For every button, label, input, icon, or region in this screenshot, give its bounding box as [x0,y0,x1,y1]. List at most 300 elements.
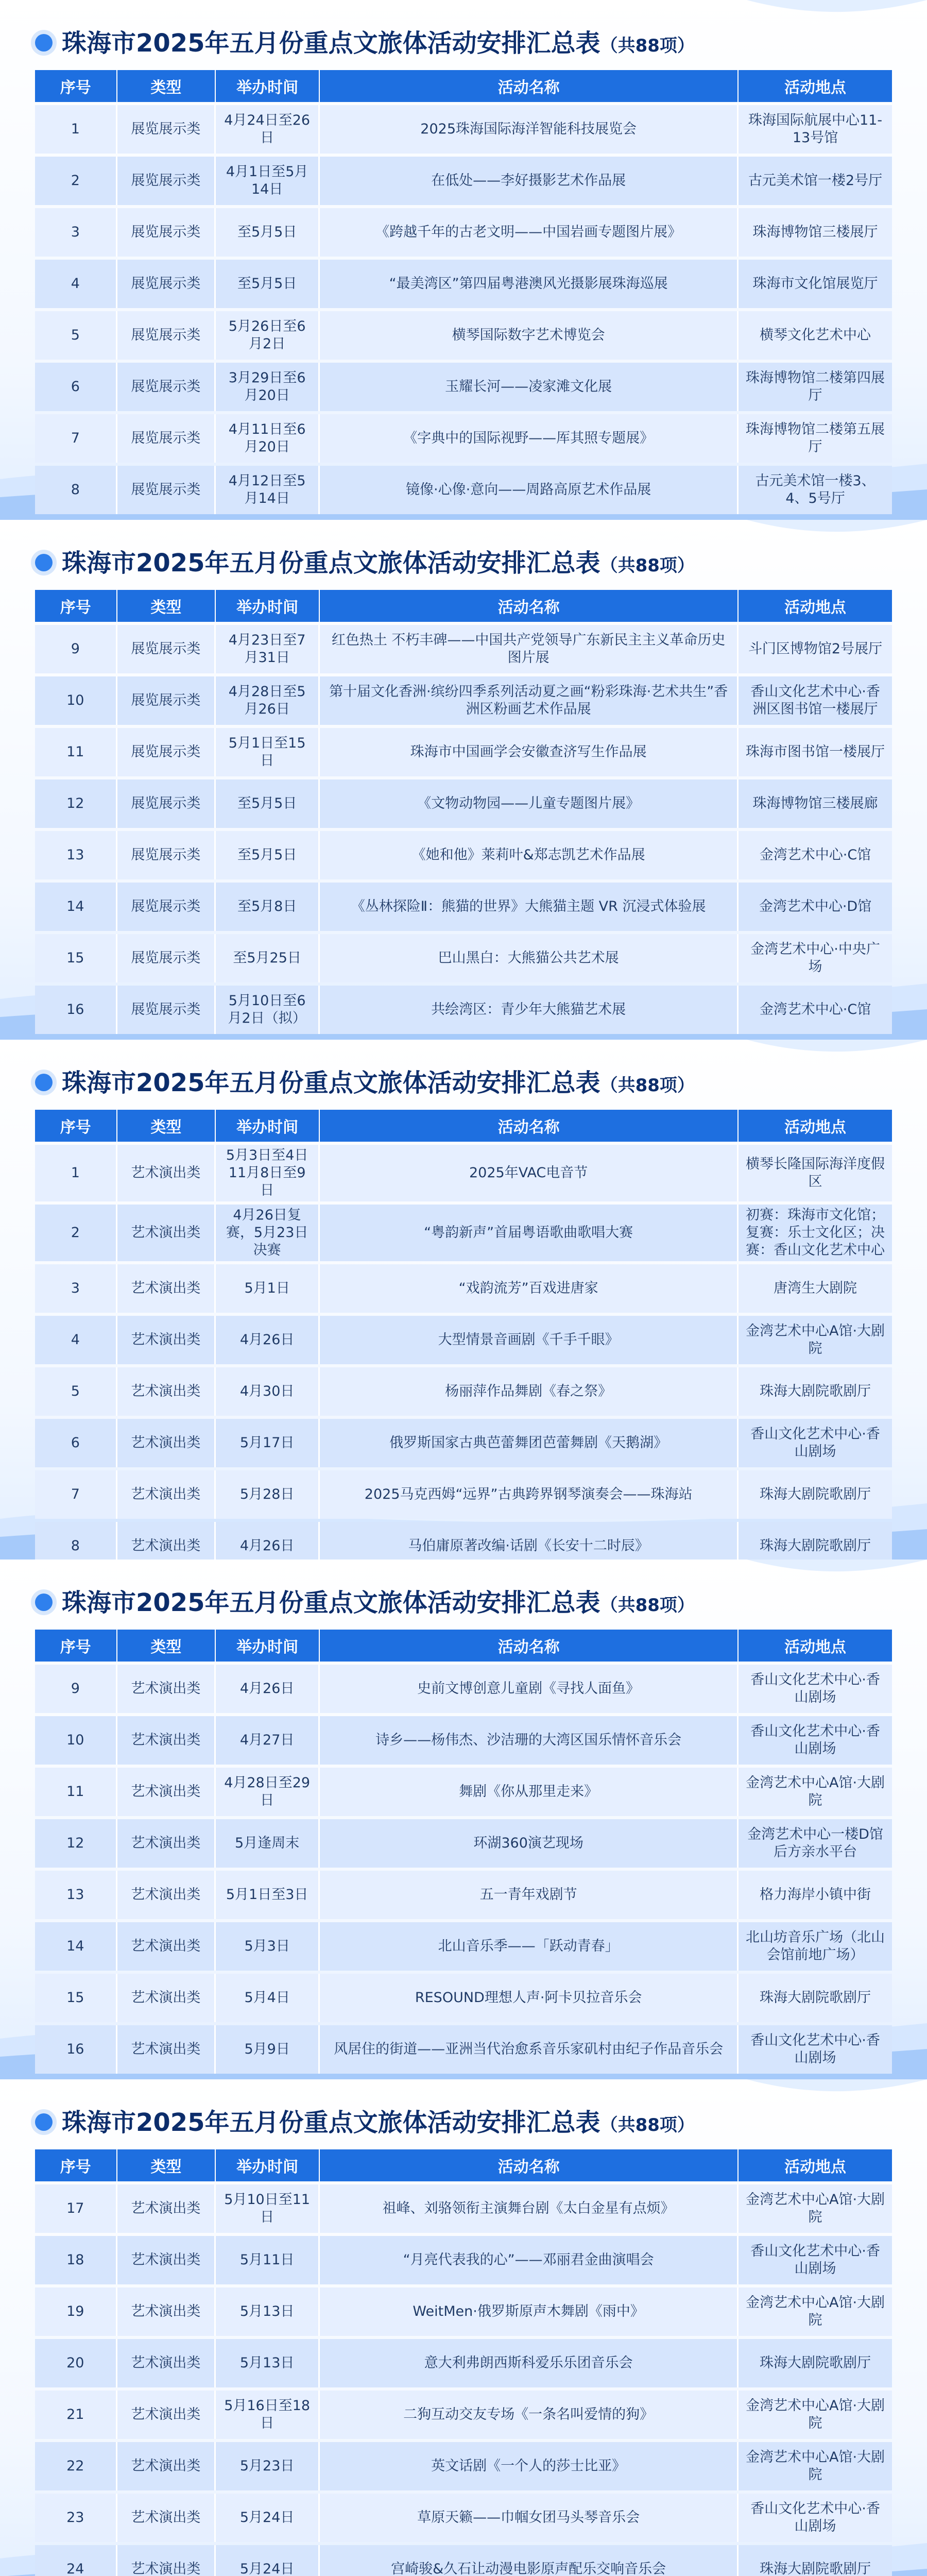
cell-time: 5月10日至11日 [216,2184,320,2233]
cell-type: 艺术演出类 [117,2339,216,2387]
schedule-table [35,1107,892,1560]
cell-name: 五一青年戏剧节 [320,1871,739,1919]
cell-time: 4月23日至7月31日 [216,625,320,673]
cell-time: 5月23日 [216,2442,320,2490]
cell-type: 展览展示类 [117,105,216,154]
table-header-row [35,1110,892,1142]
cell-no: 5 [35,311,117,360]
table-row [35,883,892,931]
cell-time: 4月28日至29日 [216,1768,320,1816]
cell-no: 7 [35,1470,117,1519]
cell-no: 20 [35,2339,117,2387]
cell-type: 展览展示类 [117,728,216,776]
cell-type: 艺术演出类 [117,1665,216,1713]
cell-type: 艺术演出类 [117,1716,216,1765]
table-row [35,260,892,308]
cell-name: 祖峰、刘骆领衔主演舞台剧《太白金星有点烦》 [320,2184,739,2233]
table-row [35,1922,892,1971]
cell-name: 意大利弗朗西斯科爱乐乐团音乐会 [320,2339,739,2387]
header-type: 类型 [117,2149,216,2181]
header-type: 类型 [117,590,216,622]
cell-time: 4月27日 [216,1716,320,1765]
cell-time: 5月16日至18日 [216,2391,320,2439]
table-row [35,2236,892,2284]
cell-time: 4月28日至5月26日 [216,676,320,725]
table-header-row [35,590,892,622]
cell-type: 展览展示类 [117,779,216,828]
header-venue: 活动地点 [739,2149,892,2181]
cell-type: 艺术演出类 [117,1264,216,1313]
header-type: 类型 [117,1630,216,1662]
cell-venue: 金湾艺术中心·D馆 [739,883,892,931]
cell-type: 展览展示类 [117,466,216,514]
cell-name: 马伯庸原著改编·话剧《长安十二时辰》 [320,1522,739,1560]
cell-type: 艺术演出类 [117,2287,216,2336]
cell-name: 《她和他》莱莉叶&郑志凯艺术作品展 [320,831,739,879]
cell-type: 艺术演出类 [117,2236,216,2284]
cell-venue: 香山文化艺术中心·香山剧场 [739,1665,892,1713]
table-row [35,625,892,673]
schedule-table [35,67,892,517]
schedule-section [0,2079,927,2576]
cell-name: 横琴国际数字艺术博览会 [320,311,739,360]
cell-time: 4月30日 [216,1367,320,1416]
cell-no: 1 [35,1145,117,1201]
cell-name: 二狗互动交友专场《一条名叫爱情的狗》 [320,2391,739,2439]
cell-name: 2025马克西姆“远界”古典跨界钢琴演奏会——珠海站 [320,1470,739,1519]
table-row [35,2339,892,2387]
table-row [35,1470,892,1519]
cell-time: 5月9日 [216,2025,320,2074]
cell-time: 5月1日至15日 [216,728,320,776]
cell-name: 宫崎骏&久石让动漫电影原声配乐交响音乐会 [320,2545,739,2576]
cell-type: 艺术演出类 [117,1522,216,1560]
header-venue: 活动地点 [739,1110,892,1142]
table-row [35,779,892,828]
cell-time: 4月12日至5月14日 [216,466,320,514]
table-row [35,2442,892,2490]
cell-venue: 唐湾生大剧院 [739,1264,892,1313]
schedule-section [0,0,927,520]
page-title-count: （共88项） [600,36,695,56]
cell-time: 5月3日至4日 11月8日至9日 [216,1145,320,1201]
table-row [35,831,892,879]
header-time: 举办时间 [216,590,320,622]
table-row [35,1871,892,1919]
cell-no: 3 [35,1264,117,1313]
table-row [35,2391,892,2439]
cell-venue: 珠海博物馆三楼展廊 [739,779,892,828]
cell-venue: 金湾艺术中心·C馆 [739,986,892,1034]
cell-name: 第十届文化香洲·缤纷四季系列活动夏之画“粉彩珠海·艺术共生”香洲区粉画艺术作品展 [320,676,739,725]
table-row [35,466,892,514]
header-name: 活动名称 [320,1110,739,1142]
cell-no: 13 [35,1871,117,1919]
cell-venue: 金湾艺术中心一楼D馆后方亲水平台 [739,1819,892,1868]
cell-no: 5 [35,1367,117,1416]
cell-name: 英文话剧《一个人的莎士比亚》 [320,2442,739,2490]
table-header-row [35,1630,892,1662]
cell-type: 展览展示类 [117,883,216,931]
cell-type: 艺术演出类 [117,1974,216,2022]
table-row [35,1768,892,1816]
cell-type: 艺术演出类 [117,1922,216,1971]
table-row [35,2184,892,2233]
cell-type: 艺术演出类 [117,1367,216,1416]
cell-venue: 金湾艺术中心A馆·大剧院 [739,1768,892,1816]
cell-name: 玉耀长河——凌家滩文化展 [320,363,739,411]
cell-name: 《丛林探险Ⅱ：熊猫的世界》大熊猫主题 VR 沉浸式体验展 [320,883,739,931]
cell-no: 15 [35,1974,117,2022]
cell-venue: 金湾艺术中心A馆·大剧院 [739,2442,892,2490]
cell-no: 8 [35,1522,117,1560]
cell-no: 3 [35,208,117,257]
table-row [35,2287,892,2336]
page-title-main: 珠海市2025年五月份重点文旅体活动安排汇总表 [62,2108,600,2137]
cell-no: 22 [35,2442,117,2490]
schedule-table [35,1626,892,2077]
cell-no: 9 [35,625,117,673]
page-title [62,28,695,61]
cell-no: 17 [35,2184,117,2233]
cell-time: 4月26日复赛，5月23日决赛 [216,1205,320,1261]
cell-no: 23 [35,2494,117,2542]
table-row [35,1367,892,1416]
cell-no: 15 [35,934,117,982]
page-title [62,548,695,581]
cell-venue: 格力海岸小镇中街 [739,1871,892,1919]
cell-type: 展览展示类 [117,311,216,360]
cell-time: 3月29日至6月20日 [216,363,320,411]
cell-time: 5月26日至6月2日 [216,311,320,360]
cell-time: 5月17日 [216,1419,320,1467]
cell-venue: 金湾艺术中心A馆·大剧院 [739,1316,892,1364]
table-row [35,1316,892,1364]
cell-name: 红色热土 不朽丰碑——中国共产党领导广东新民主主义革命历史图片展 [320,625,739,673]
cell-venue: 香山文化艺术中心·香洲区图书馆一楼展厅 [739,676,892,725]
cell-venue: 金湾艺术中心A馆·大剧院 [739,2184,892,2233]
header-venue: 活动地点 [739,590,892,622]
cell-no: 19 [35,2287,117,2336]
cell-time: 4月26日 [216,1522,320,1560]
cell-name: 大型情景音画剧《千手千眼》 [320,1316,739,1364]
schedule-section [0,1040,927,1560]
table-row [35,1205,892,1261]
cell-name: RESOUND理想人声·阿卡贝拉音乐会 [320,1974,739,2022]
cell-venue: 北山坊音乐广场（北山会馆前地广场） [739,1922,892,1971]
table-header-row [35,70,892,102]
cell-type: 艺术演出类 [117,1470,216,1519]
cell-type: 艺术演出类 [117,2391,216,2439]
cell-no: 9 [35,1665,117,1713]
table-row [35,676,892,725]
cell-name: 珠海市中国画学会安徽查济写生作品展 [320,728,739,776]
table-row [35,1419,892,1467]
cell-time: 至5月5日 [216,831,320,879]
header-no: 序号 [35,2149,117,2181]
header-type: 类型 [117,1110,216,1142]
cell-type: 展览展示类 [117,414,216,463]
cell-type: 艺术演出类 [117,2494,216,2542]
cell-no: 6 [35,1419,117,1467]
table-row [35,1264,892,1313]
cell-no: 11 [35,728,117,776]
title-bullet-icon [35,1594,53,1611]
cell-time: 5月13日 [216,2287,320,2336]
header-time: 举办时间 [216,70,320,102]
header-no: 序号 [35,1630,117,1662]
cell-time: 5月逢周末 [216,1819,320,1868]
table-row [35,1716,892,1765]
header-time: 举办时间 [216,1110,320,1142]
cell-name: 草原天籁——巾帼女团马头琴音乐会 [320,2494,739,2542]
cell-time: 5月11日 [216,2236,320,2284]
cell-time: 4月11日至6月20日 [216,414,320,463]
cell-time: 5月1日至3日 [216,1871,320,1919]
title-bullet-icon [35,1074,53,1091]
cell-time: 5月24日 [216,2494,320,2542]
table-row [35,2545,892,2576]
cell-venue: 香山文化艺术中心·香山剧场 [739,2025,892,2074]
header-time: 举办时间 [216,1630,320,1662]
header-venue: 活动地点 [739,1630,892,1662]
cell-venue: 横琴文化艺术中心 [739,311,892,360]
cell-time: 5月1日 [216,1264,320,1313]
cell-no: 2 [35,1205,117,1261]
title-bullet-icon [35,34,53,52]
cell-venue: 古元美术馆一楼3、4、5号厅 [739,466,892,514]
cell-venue: 斗门区博物馆2号展厅 [739,625,892,673]
cell-type: 展览展示类 [117,260,216,308]
table-row [35,1665,892,1713]
cell-time: 5月28日 [216,1470,320,1519]
header-no: 序号 [35,1110,117,1142]
cell-type: 展览展示类 [117,208,216,257]
cell-no: 4 [35,1316,117,1364]
cell-venue: 香山文化艺术中心·香山剧场 [739,1716,892,1765]
cell-time: 5月24日 [216,2545,320,2576]
page-title-count: （共88项） [600,1595,695,1616]
header-time: 举办时间 [216,2149,320,2181]
table-row [35,2494,892,2542]
cell-time: 至5月8日 [216,883,320,931]
cell-name: 史前文博创意儿童剧《寻找人面鱼》 [320,1665,739,1713]
header-name: 活动名称 [320,1630,739,1662]
cell-venue: 金湾艺术中心A馆·大剧院 [739,2391,892,2439]
cell-time: 至5月5日 [216,779,320,828]
table-row [35,728,892,776]
cell-no: 13 [35,831,117,879]
header-type: 类型 [117,70,216,102]
cell-time: 5月10日至6月2日（拟） [216,986,320,1034]
cell-no: 16 [35,2025,117,2074]
cell-no: 12 [35,1819,117,1868]
cell-type: 展览展示类 [117,676,216,725]
table-row [35,105,892,154]
cell-type: 展览展示类 [117,934,216,982]
page-title-count: （共88项） [600,1075,695,1096]
cell-type: 艺术演出类 [117,1316,216,1364]
cell-venue: 香山文化艺术中心·香山剧场 [739,2494,892,2542]
cell-time: 4月24日至26日 [216,105,320,154]
cell-type: 展览展示类 [117,831,216,879]
table-row [35,2025,892,2074]
table-header-row [35,2149,892,2181]
cell-no: 10 [35,1716,117,1765]
schedule-section [0,1560,927,2079]
cell-no: 14 [35,883,117,931]
cell-no: 11 [35,1768,117,1816]
cell-no: 18 [35,2236,117,2284]
cell-type: 艺术演出类 [117,1145,216,1201]
table-row [35,1819,892,1868]
cell-venue: 珠海博物馆二楼第五展厅 [739,414,892,463]
cell-name: 俄罗斯国家古典芭蕾舞团芭蕾舞剧《天鹅湖》 [320,1419,739,1467]
cell-name: 2025珠海国际海洋智能科技展览会 [320,105,739,154]
table-row [35,934,892,982]
cell-name: 在低处——李好摄影艺术作品展 [320,157,739,205]
cell-venue: 珠海大剧院歌剧厅 [739,1470,892,1519]
cell-type: 艺术演出类 [117,2025,216,2074]
cell-venue: 珠海大剧院歌剧厅 [739,1367,892,1416]
cell-name: 北山音乐季——「跃动青春」 [320,1922,739,1971]
cell-name: 《字典中的国际视野——厍其照专题展》 [320,414,739,463]
cell-venue: 珠海博物馆三楼展厅 [739,208,892,257]
page-title-count: （共88项） [600,2115,695,2136]
cell-type: 艺术演出类 [117,2442,216,2490]
cell-type: 展览展示类 [117,157,216,205]
cell-venue: 金湾艺术中心·C馆 [739,831,892,879]
cell-name: 舞剧《你从那里走来》 [320,1768,739,1816]
page-title [62,1587,695,1621]
cell-type: 展览展示类 [117,625,216,673]
cell-name: 巴山黑白：大熊猫公共艺术展 [320,934,739,982]
cell-name: 镜像·心像·意向——周路高原艺术作品展 [320,466,739,514]
cell-name: “月亮代表我的心”——邓丽君金曲演唱会 [320,2236,739,2284]
cell-type: 艺术演出类 [117,1419,216,1467]
table-row [35,986,892,1034]
cell-venue: 古元美术馆一楼2号厅 [739,157,892,205]
cell-name: 诗乡——杨伟杰、沙洁珊的大湾区国乐情怀音乐会 [320,1716,739,1765]
cell-venue: 珠海大剧院歌剧厅 [739,2545,892,2576]
cell-name: 风居住的街道——亚洲当代治愈系音乐家矶村由纪子作品音乐会 [320,2025,739,2074]
cell-name: 共绘湾区：青少年大熊猫艺术展 [320,986,739,1034]
cell-venue: 珠海市文化馆展览厅 [739,260,892,308]
cell-no: 10 [35,676,117,725]
schedule-section [0,520,927,1040]
cell-venue: 金湾艺术中心·中央广场 [739,934,892,982]
cell-time: 5月3日 [216,1922,320,1971]
cell-type: 艺术演出类 [117,1768,216,1816]
page-title [62,2107,695,2141]
cell-venue: 香山文化艺术中心·香山剧场 [739,2236,892,2284]
cell-venue: 珠海博物馆二楼第四展厅 [739,363,892,411]
cell-type: 艺术演出类 [117,1205,216,1261]
table-row [35,363,892,411]
cell-no: 4 [35,260,117,308]
cell-venue: 香山文化艺术中心·香山剧场 [739,1419,892,1467]
page-title-main: 珠海市2025年五月份重点文旅体活动安排汇总表 [62,1069,600,1097]
page-title-main: 珠海市2025年五月份重点文旅体活动安排汇总表 [62,549,600,578]
header-no: 序号 [35,590,117,622]
cell-name: “戏韵流芳”百戏进唐家 [320,1264,739,1313]
cell-venue: 珠海市图书馆一楼展厅 [739,728,892,776]
cell-type: 展览展示类 [117,986,216,1034]
table-row [35,1974,892,2022]
cell-name: WeitMen·俄罗斯原声木舞剧《雨中》 [320,2287,739,2336]
cell-no: 16 [35,986,117,1034]
cell-venue: 珠海大剧院歌剧厅 [739,1522,892,1560]
cell-time: 4月26日 [216,1316,320,1364]
cell-no: 1 [35,105,117,154]
cell-time: 5月4日 [216,1974,320,2022]
cell-type: 艺术演出类 [117,1871,216,1919]
table-row [35,414,892,463]
cell-no: 8 [35,466,117,514]
page-title-count: （共88项） [600,555,695,576]
cell-type: 艺术演出类 [117,1819,216,1868]
cell-venue: 珠海国际航展中心11-13号馆 [739,105,892,154]
cell-no: 12 [35,779,117,828]
cell-time: 5月13日 [216,2339,320,2387]
cell-no: 6 [35,363,117,411]
cell-time: 至5月5日 [216,208,320,257]
cell-no: 2 [35,157,117,205]
cell-name: 《文物动物园——儿童专题图片展》 [320,779,739,828]
page-title [62,1067,695,1101]
cell-venue: 珠海大剧院歌剧厅 [739,2339,892,2387]
table-row [35,157,892,205]
cell-time: 4月26日 [216,1665,320,1713]
cell-no: 24 [35,2545,117,2576]
title-bullet-icon [35,2113,53,2131]
cell-no: 7 [35,414,117,463]
page-title-main: 珠海市2025年五月份重点文旅体活动安排汇总表 [62,1588,600,1617]
header-venue: 活动地点 [739,70,892,102]
table-row [35,1145,892,1201]
cell-type: 艺术演出类 [117,2184,216,2233]
cell-venue: 金湾艺术中心A馆·大剧院 [739,2287,892,2336]
header-name: 活动名称 [320,2149,739,2181]
cell-venue: 横琴长隆国际海洋度假区 [739,1145,892,1201]
title-bullet-icon [35,554,53,571]
cell-no: 21 [35,2391,117,2439]
cell-no: 14 [35,1922,117,1971]
page-title-main: 珠海市2025年五月份重点文旅体活动安排汇总表 [62,29,600,58]
table-row [35,1522,892,1560]
cell-time: 至5月25日 [216,934,320,982]
cell-venue: 初赛：珠海市文化馆；复赛：乐士文化区；决赛：香山文化艺术中心 [739,1205,892,1261]
schedule-table [35,2146,892,2576]
cell-name: 杨丽萍作品舞剧《春之祭》 [320,1367,739,1416]
header-name: 活动名称 [320,70,739,102]
header-name: 活动名称 [320,590,739,622]
cell-name: “粤韵新声”首届粤语歌曲歌唱大赛 [320,1205,739,1261]
cell-name: “最美湾区”第四届粤港澳风光摄影展珠海巡展 [320,260,739,308]
header-no: 序号 [35,70,117,102]
cell-type: 展览展示类 [117,363,216,411]
cell-type: 艺术演出类 [117,2545,216,2576]
table-row [35,311,892,360]
cell-venue: 珠海大剧院歌剧厅 [739,1974,892,2022]
cell-name: 环湖360演艺现场 [320,1819,739,1868]
cell-time: 4月1日至5月14日 [216,157,320,205]
cell-time: 至5月5日 [216,260,320,308]
schedule-table [35,587,892,1037]
cell-name: 2025年VAC电音节 [320,1145,739,1201]
cell-name: 《跨越千年的古老文明——中国岩画专题图片展》 [320,208,739,257]
table-row [35,208,892,257]
